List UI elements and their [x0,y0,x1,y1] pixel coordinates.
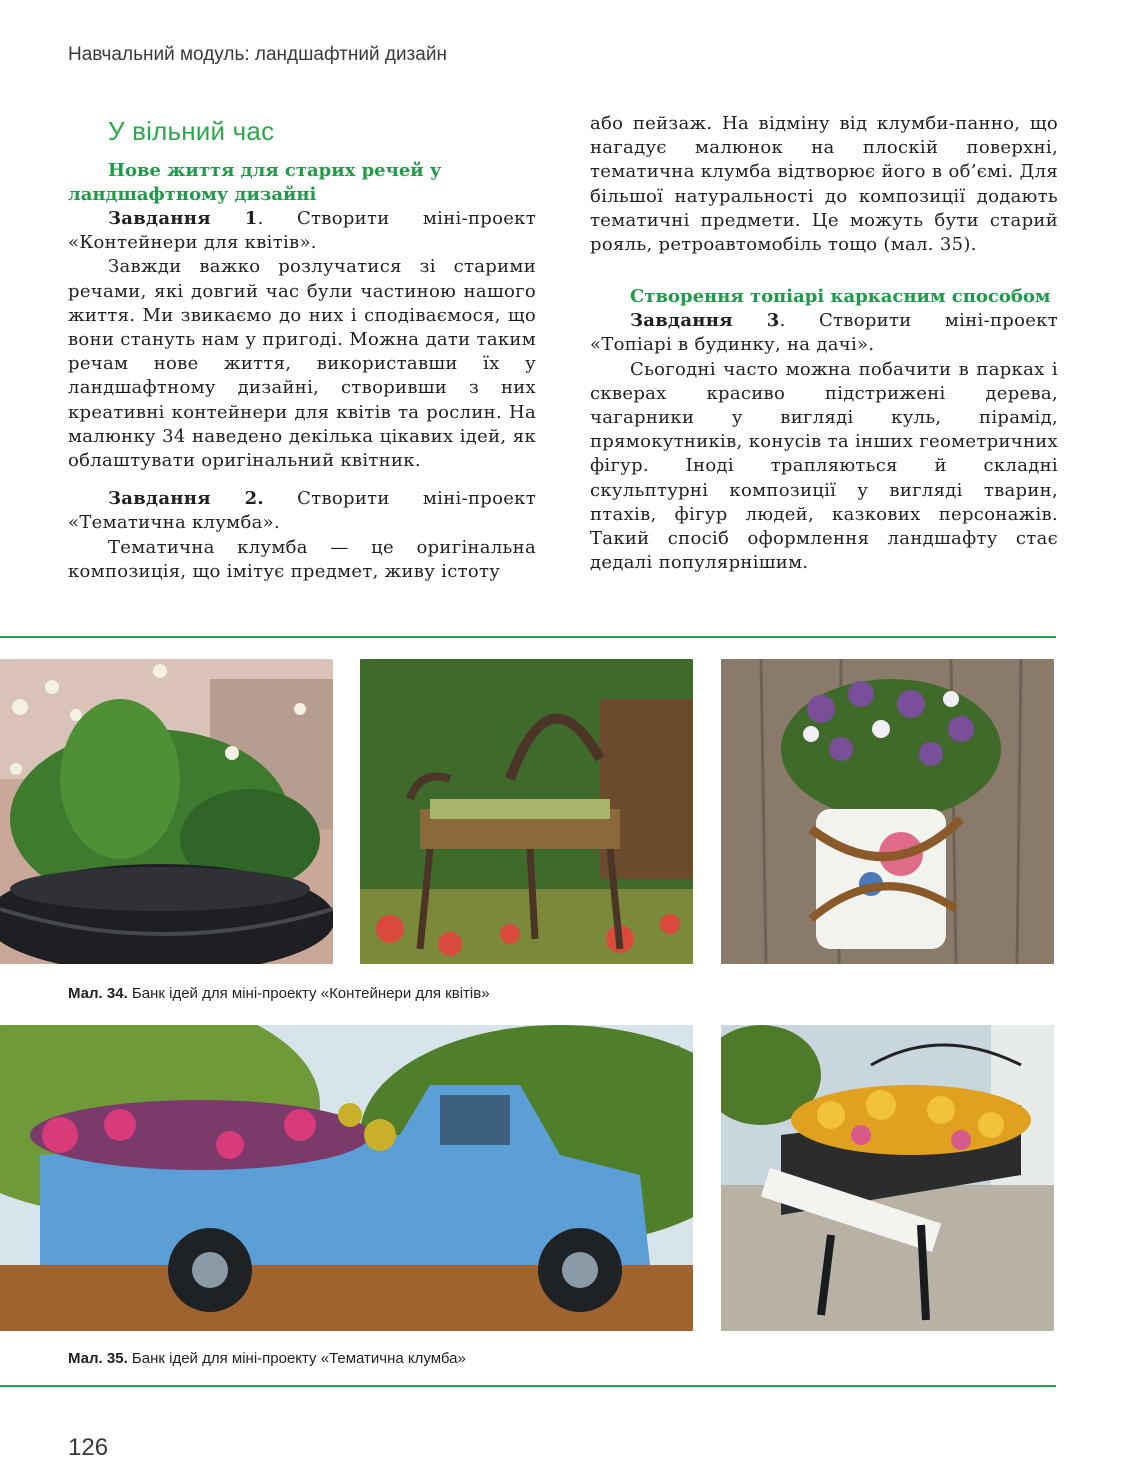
task-1-text: . Створити міні-проект «Контейнери для квітів». [68,208,536,254]
enamel-pot-planter-photo [721,659,1054,964]
task-1 [68,207,536,255]
task-2-label: Завдання 2. [108,488,264,510]
divider-bottom [0,1385,1056,1387]
figure-34-caption-text: Банк ідей для міні-проекту «Контейнери для квітів» [127,985,490,1002]
paragraph-containers: Завжди важко розлучатися зі старими речами, які довгий час були частиною нашого життя. Ми звикаємо до них і сподіваємося, що вони стануть нам у пригоді. Можна дати таким речам нове життя, використавши їх у ландшафтному дизайні, створивши з них креативні контейнери для квітів та рослин. На малюнку 34 наведено декілька цікавих ідей, як облаштувати оригінальний квітник. [68,256,536,472]
blue-truck-flowerbed-photo [0,1025,693,1331]
paragraph-topiary: Сьогодні часто можна побачити в парках і скверах красиво підстрижені дерева, чагарники у вигляді куль, пірамід, прямокутників, конусів та інших геометричних фігур. Іноді трапляються й складні скульптурні композиції у вигляді тварин, птахів, фігур людей, казкових персонажів. Такий спосіб оформлення ландшафту стає дедалі популярнішим. [590,358,1058,574]
subsection-title-topiary: Створення топіарі каркасним способом [630,286,1051,308]
paragraph-continued: або пейзаж. На відміну від клумби-панно, що нагадує малюнок на плоскій поверхні, тематична клумба відтворює його в об’ємі. Для більшої натуральності до композиції додають тематичні предмети. Це можуть бути старий рояль, ретроавтомобіль тощо (мал. 35). [590,113,1058,256]
tire-flowerbed-photo [0,659,333,964]
figure-35-label: Мал. 35. [68,1350,128,1367]
task-2 [68,487,536,535]
task-3 [590,309,1058,357]
paragraph-thematic-bed: Тематична клумба — це оригінальна композиція, що імітує предмет, живу істоту [68,536,536,582]
page-number: 126 [68,1434,109,1461]
figure-35-caption-text: Банк ідей для міні-проекту «Тематична клумба» [127,1350,466,1367]
task-3-text: . Створити міні-проект «Топіарі в будинку, на дачі». [590,310,1058,356]
running-head: Навчальний модуль: ландшафтний дизайн [68,44,447,65]
subsection-title-old-things: Нове життя для старих речей у ландшафтному дизайні [68,160,442,205]
right-column [590,112,1058,575]
figure-35-caption [68,1350,466,1367]
task-2-text: Створити міні-проект «Тематична клумба». [68,488,536,534]
piano-flowerbed-photo [721,1025,1054,1331]
section-title: У вільний час [108,116,275,146]
wicker-chair-planter-photo [360,659,693,964]
figure-34-label: Мал. 34. [68,985,128,1002]
left-column [68,110,536,584]
divider-top [0,636,1056,638]
task-3-label: Завдання 3 [630,310,780,332]
task-1-label: Завдання 1 [108,208,258,229]
figure-34-caption [68,985,490,1002]
